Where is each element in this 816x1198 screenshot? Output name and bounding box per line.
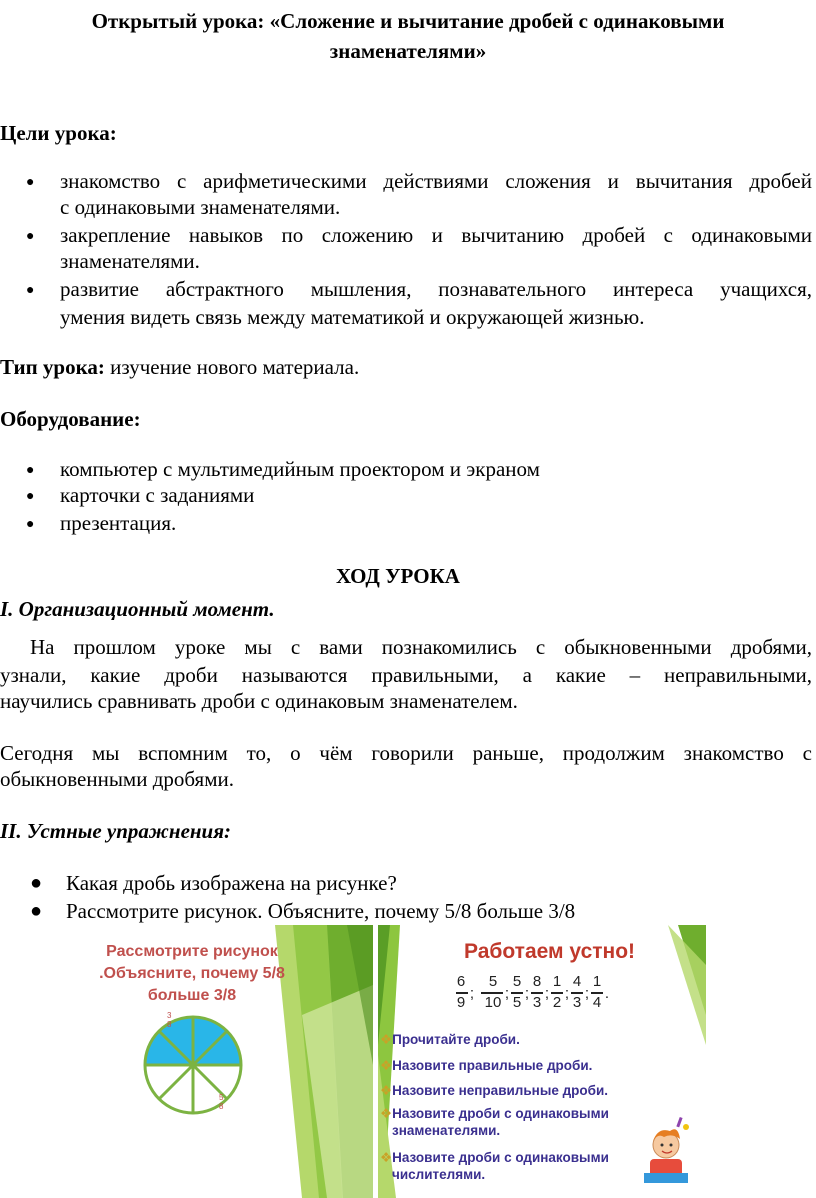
goal-item-3-line-1: развитие абстрактного мышления, познавательного интереса учащихся, <box>60 277 812 301</box>
para-1-line-3: научились сравнивать дроби с одинаковым знаменателем. <box>0 689 518 713</box>
slide-oral-work <box>378 925 706 1198</box>
bullet-icon: ● <box>26 175 35 190</box>
fraction-2-denominator: 10 <box>484 994 502 1011</box>
goal-item-3-line-2: умения видеть связь между математикой и окружающей жизнью. <box>60 305 645 329</box>
page-title <box>0 6 816 66</box>
title-line-1: Открытый урока: «Сложение и вычитание дробей с одинаковыми <box>91 9 725 33</box>
slide-2-item-4-line-1: Назовите дроби с одинаковыми <box>392 1106 609 1121</box>
label-bottom-numerator: 5 <box>219 1093 224 1102</box>
para-1-line-2: узнали, какие дроби называются правильными, а какие – неправильными, <box>0 663 812 687</box>
separator: ; <box>469 985 475 1002</box>
bullet-icon: ● <box>26 283 35 298</box>
bullet-icon: ● <box>26 517 35 532</box>
slide-compare-fractions <box>97 925 373 1198</box>
slide-1-title-line-2: .Объясните, почему 5/8 <box>99 965 285 982</box>
fraction-7-numerator: 1 <box>592 973 602 990</box>
fraction-3-numerator: 5 <box>512 973 522 990</box>
section-2-heading: II. Устные упражнения: <box>0 819 232 843</box>
equipment-item-2: карточки с заданиями <box>60 483 255 507</box>
fraction-circle <box>145 1017 241 1113</box>
fraction-6-numerator: 4 <box>572 973 582 990</box>
slide-2-item-3 <box>380 1082 608 1099</box>
oral-item-1: Какая дробь изображена на рисунке? <box>66 871 397 895</box>
bullet-icon: ● <box>30 900 43 922</box>
label-top-denominator: 8 <box>167 1020 172 1029</box>
slide-1-title-line-3: больше 3/8 <box>147 987 237 1004</box>
goal-item-1-line-1: знакомство с арифметическими действиями сложения и вычитания дробей <box>60 169 812 193</box>
slide-2-title: Работаем устно! <box>464 940 636 963</box>
slide-2-item-5-line-1: Назовите дроби с одинаковыми <box>392 1150 609 1165</box>
lesson-type-value: изучение нового материала. <box>104 355 360 379</box>
slide-2-item-4 <box>380 1105 609 1139</box>
course-heading-text: ХОД УРОКА <box>336 564 460 588</box>
diamond-bullet-icon: ❖ <box>380 1106 393 1121</box>
fraction-7-denominator: 4 <box>592 994 602 1011</box>
fraction-4-numerator: 8 <box>532 973 542 990</box>
fraction-4-denominator: 3 <box>532 994 542 1011</box>
bullet-icon: ● <box>26 463 35 478</box>
slide-2-item-2 <box>380 1057 592 1074</box>
fraction-3-denominator: 5 <box>512 994 522 1011</box>
oral-item-2: Рассмотрите рисунок. Объясните, почему 5/8 больше 3/8 <box>66 899 576 923</box>
slide-2-item-5 <box>380 1149 609 1183</box>
para-2-line-1: Сегодня мы вспомним то, о чём говорили раньше, продолжим знакомство с <box>0 741 812 765</box>
equipment-item-3: презентация. <box>60 511 177 535</box>
course-heading <box>0 561 816 591</box>
para-1-line-1: На прошлом уроке мы с вами познакомились с обыкновенными дробями, <box>30 635 812 659</box>
slide-2-item-3-text: Назовите неправильные дроби. <box>392 1083 609 1098</box>
goal-item-1-line-2: с одинаковыми знаменателями. <box>60 195 341 219</box>
child-illustration <box>644 1117 689 1183</box>
lesson-type <box>0 352 359 382</box>
diamond-bullet-icon: ❖ <box>380 1150 393 1165</box>
separator: ; <box>544 985 550 1002</box>
bullet-icon: ● <box>26 229 35 244</box>
goals-heading: Цели урока: <box>0 121 117 145</box>
goal-item-2-line-2: знаменателями. <box>60 249 200 273</box>
lesson-type-label: Тип урока: <box>0 355 105 379</box>
fraction-1-denominator: 9 <box>456 994 466 1011</box>
slide-2-item-4-line-2: знаменателями. <box>392 1123 501 1138</box>
slide-1-title <box>97 941 287 1007</box>
diamond-bullet-icon: ❖ <box>380 1032 393 1047</box>
section-1-heading: I. Организационный момент. <box>0 597 275 621</box>
slide-2-item-5-line-2: числителями. <box>392 1167 486 1182</box>
slide-2-item-1 <box>380 1031 520 1048</box>
slide-2-item-2-text: Назовите правильные дроби. <box>392 1058 593 1073</box>
fraction-2-numerator: 5 <box>488 973 498 990</box>
fraction-5-denominator: 2 <box>552 994 562 1011</box>
equipment-item-1: компьютер с мультимедийным проектором и экраном <box>60 457 540 481</box>
diamond-bullet-icon: ❖ <box>380 1058 393 1073</box>
separator: ; <box>504 985 510 1002</box>
fraction-6-denominator: 3 <box>572 994 582 1011</box>
title-line-2: знаменателями» <box>329 39 487 63</box>
separator: ; <box>584 985 590 1002</box>
label-bottom-denominator: 8 <box>219 1102 224 1111</box>
label-five-eighths <box>219 1093 223 1111</box>
separator: ; <box>524 985 530 1002</box>
diamond-bullet-icon: ❖ <box>380 1083 393 1098</box>
separator: ; <box>564 985 570 1002</box>
label-top-numerator: 3 <box>167 1011 172 1020</box>
label-three-eighths <box>167 1011 171 1029</box>
slide-2-item-1-text: Прочитайте дроби. <box>392 1032 520 1047</box>
fraction-1-numerator: 6 <box>456 973 466 990</box>
equipment-heading: Оборудование: <box>0 407 141 431</box>
bullet-icon: ● <box>26 489 35 504</box>
goal-item-2-line-1: закрепление навыков по сложению и вычитанию дробей с одинаковыми <box>60 223 812 247</box>
separator: . <box>604 985 610 1002</box>
fraction-5-numerator: 1 <box>552 973 562 990</box>
bullet-icon: ● <box>30 872 43 894</box>
slide-1-title-line-1: Рассмотрите рисунок <box>106 943 278 960</box>
para-2-line-2: обыкновенными дробями. <box>0 767 234 791</box>
